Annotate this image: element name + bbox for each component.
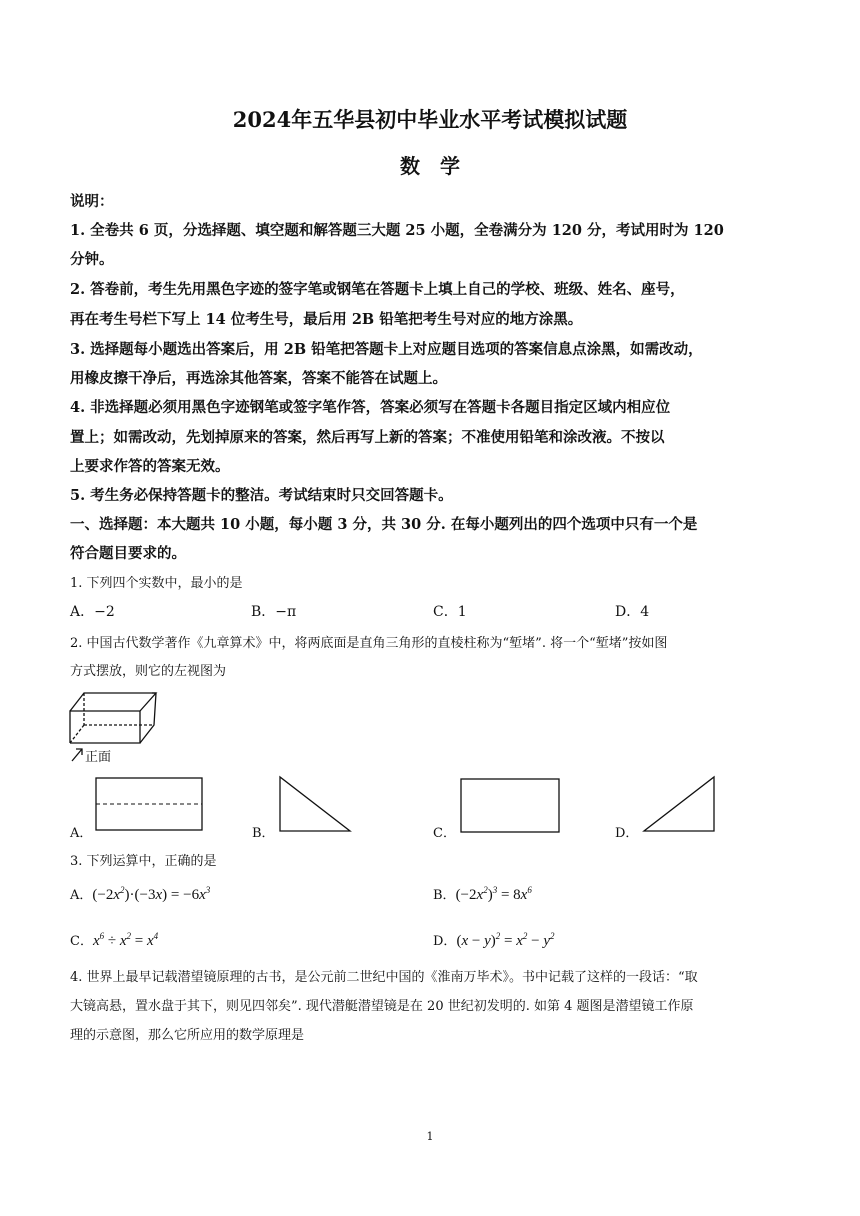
front-label: 正面: [85, 750, 112, 765]
section-heading-cont: 符合题目要求的。: [70, 545, 186, 562]
q3-option-d-label: D．: [433, 934, 457, 949]
instruction-line: 4. 非选择题必须用黑色字迹钢笔或签字笔作答，答案必须写在答题卡各题目指定区域内相应位: [70, 399, 671, 416]
qiandu-prism-figure: [60, 685, 170, 765]
instruction-line: 3. 选择题每小题选出答案后，用 2B 铅笔把答题卡上对应题目选项的答案信息点涂黑，如需改动，: [70, 341, 703, 358]
option-b-triangle: [278, 775, 353, 833]
q1-stem: 1. 下列四个实数中，最小的是: [70, 576, 243, 591]
q1-option-a: A．−2: [70, 604, 115, 620]
q4-stem-line3: 理的示意图，那么它所应用的数学原理是: [70, 1028, 305, 1043]
subject-title: 数 学: [400, 154, 460, 178]
page-number: 1: [426, 1130, 434, 1143]
instructions-heading: 说明：: [70, 193, 114, 210]
q2-option-c: C．: [433, 826, 456, 841]
q3-option-b-label: B．: [433, 888, 456, 903]
q2-stem-line1: 2. 中国古代数学著作《九章算术》中，将两底面是直角三角形的直棱柱称为“堑堵”. 将一个“堑堵”按如图: [70, 636, 668, 651]
instruction-line: 上要求作答的答案无效。: [70, 458, 230, 475]
q3-option-c: [70, 930, 158, 950]
instruction-line: 2. 答卷前，考生先用黑色字迹的签字笔或钢笔在答题卡上填上自己的学校、班级、姓名、座号，: [70, 281, 685, 298]
option-c-rectangle: [460, 778, 562, 834]
exam-title: 2024年五华县初中毕业水平考试模拟试题: [232, 107, 628, 132]
q3-option-a: [70, 884, 210, 904]
q3-stem: 3. 下列运算中，正确的是: [70, 854, 217, 869]
q3-option-b: [433, 884, 532, 904]
q3-option-c-expression: $x^6 \div x^2 = x^4$: [92, 931, 159, 949]
option-d-triangle: [642, 775, 717, 833]
q2-stem-line2: 方式摆放，则它的左视图为: [70, 664, 227, 679]
q3-option-a-label: A．: [70, 888, 93, 903]
instruction-line: 1. 全卷共 6 页，分选择题、填空题和解答题三大题 25 小题，全卷满分为 120 分，考试用时为 120: [70, 222, 724, 239]
q4-stem-line1: 4. 世界上最早记载潜望镜原理的古书，是公元前二世纪中国的《淮南万毕术》。书中记载了这样的一段话：“取: [70, 970, 698, 985]
q2-option-b: B．: [252, 826, 275, 841]
instruction-line: 分钟。: [70, 251, 114, 268]
q3-option-d: [433, 930, 555, 950]
option-a-rectangle-dashed: [95, 777, 205, 832]
instruction-line: 置上；如需改动，先划掉原来的答案，然后再写上新的答案；不准使用铅笔和涂改液。不按以: [70, 429, 665, 446]
q3-option-b-expression: $(-2x^2)^3 = 8x^6$: [455, 885, 532, 903]
q3-option-c-label: C．: [70, 934, 93, 949]
q4-stem-line2: 大镜高悬，置水盘于其下，则见四邻矣”. 现代潜艇潜望镜是在 20 世纪初发明的. 如第 4 题图是潜望镜工作原: [70, 999, 694, 1014]
q1-option-d: D．4: [615, 604, 650, 620]
q3-option-a-expression: $(-2x^2)\cdot(-3x) = -6x^3$: [92, 885, 211, 903]
instruction-line: 5. 考生务必保持答题卡的整洁。考试结束时只交回答题卡。: [70, 487, 453, 504]
q3-option-d-expression: $(x - y)^2 = x^2 - y^2$: [456, 931, 555, 949]
q2-option-a: A．: [70, 826, 93, 841]
instruction-line: 用橡皮擦干净后，再选涂其他答案，答案不能答在试题上。: [70, 370, 447, 387]
instruction-line: 再在考生号栏下写上 14 位考生号，最后用 2B 铅笔把考生号对应的地方涂黑。: [70, 311, 583, 328]
q1-option-b: B．−π: [251, 604, 297, 620]
section-heading: 一、选择题：本大题共 10 小题，每小题 3 分，共 30 分. 在每小题列出的四个选项中只有一个是: [70, 516, 698, 533]
q1-option-c: C．1: [433, 604, 467, 620]
q2-option-d: D．: [615, 826, 639, 841]
